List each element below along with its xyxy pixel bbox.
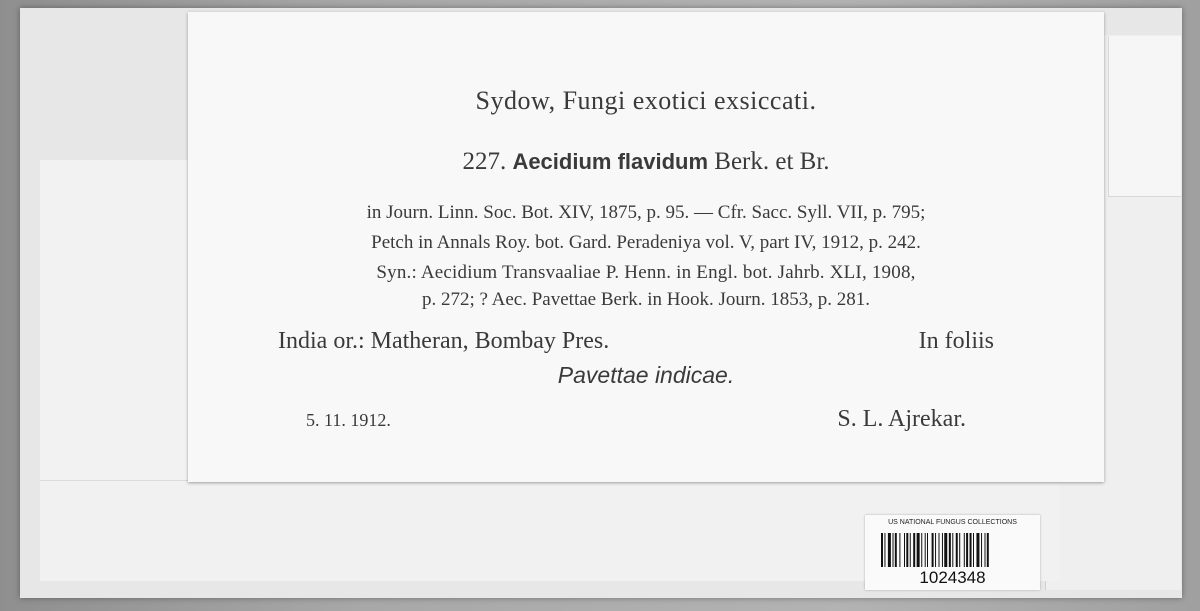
barcode-caption: US NATIONAL FUNGUS COLLECTIONS bbox=[888, 519, 1017, 526]
specimen-label bbox=[188, 12, 1104, 482]
barcode-bar bbox=[888, 533, 891, 567]
barcode-bar bbox=[904, 533, 905, 567]
barcode-bar bbox=[884, 533, 885, 567]
barcode-bar bbox=[985, 533, 986, 567]
barcode-bars bbox=[881, 533, 1024, 567]
locality: India or.: Matheran, Bombay Pres. bbox=[278, 328, 610, 354]
barcode-bar bbox=[981, 533, 982, 567]
label-title: Sydow, Fungi exotici exsiccati. bbox=[475, 86, 817, 115]
barcode-bar bbox=[949, 533, 951, 567]
exsiccata-number: 227. bbox=[462, 148, 507, 175]
barcode-bar bbox=[987, 533, 989, 567]
barcode-bar bbox=[944, 533, 947, 567]
barcode-bar bbox=[893, 533, 894, 567]
barcode-bar bbox=[927, 533, 928, 567]
barcode-bar bbox=[913, 533, 915, 567]
barcode-bar bbox=[925, 533, 926, 567]
barcode-bar bbox=[966, 533, 968, 567]
packet-right-flap-fold bbox=[1108, 36, 1181, 197]
barcode-bar bbox=[939, 533, 940, 567]
barcode-bar bbox=[895, 533, 897, 567]
barcode-bar bbox=[976, 533, 979, 567]
habitat: In foliis bbox=[918, 328, 994, 354]
species-heading bbox=[188, 148, 1104, 176]
barcode-bar bbox=[952, 533, 953, 567]
reference-line: in Journ. Linn. Soc. Bot. XIV, 1875, p. 95. — Cfr. Sacc. Syll. VII, p. 795; bbox=[366, 202, 926, 223]
barcode-bar bbox=[899, 533, 900, 567]
host-plant: Pavettae indicae. bbox=[557, 362, 735, 388]
barcode-bar bbox=[942, 533, 943, 567]
barcode-bar bbox=[910, 533, 911, 567]
collector: S. L. Ajrekar. bbox=[837, 406, 966, 432]
barcode-bar bbox=[881, 533, 883, 567]
reference-line: p. 272; ? Aec. Pavettae Berk. in Hook. Journ. 1853, p. 281. bbox=[421, 289, 870, 310]
collection-date: 5. 11. 1912. bbox=[306, 410, 391, 430]
barcode-bar bbox=[906, 533, 908, 567]
barcode-number: 1024348 bbox=[919, 568, 986, 587]
barcode-tag bbox=[865, 515, 1040, 590]
barcode-bar bbox=[935, 533, 936, 567]
barcode-bar bbox=[956, 533, 958, 567]
barcode-bar bbox=[959, 533, 960, 567]
barcode-bar bbox=[917, 533, 920, 567]
barcode-bar bbox=[921, 533, 922, 567]
barcode-bar bbox=[970, 533, 972, 567]
barcode-bar bbox=[932, 533, 934, 567]
barcode-bar bbox=[964, 533, 965, 567]
species-authority: Berk. et Br. bbox=[714, 148, 830, 175]
reference-line: Syn.: Aecidium Transvaaliae P. Henn. in Engl. bot. Jahrb. XLI, 1908, bbox=[376, 262, 916, 283]
reference-line: Petch in Annals Roy. bot. Gard. Peradeniya vol. V, part IV, 1912, p. 242. bbox=[371, 232, 921, 253]
species-name: Aecidium flavidum bbox=[512, 149, 709, 174]
barcode-bar bbox=[973, 533, 974, 567]
